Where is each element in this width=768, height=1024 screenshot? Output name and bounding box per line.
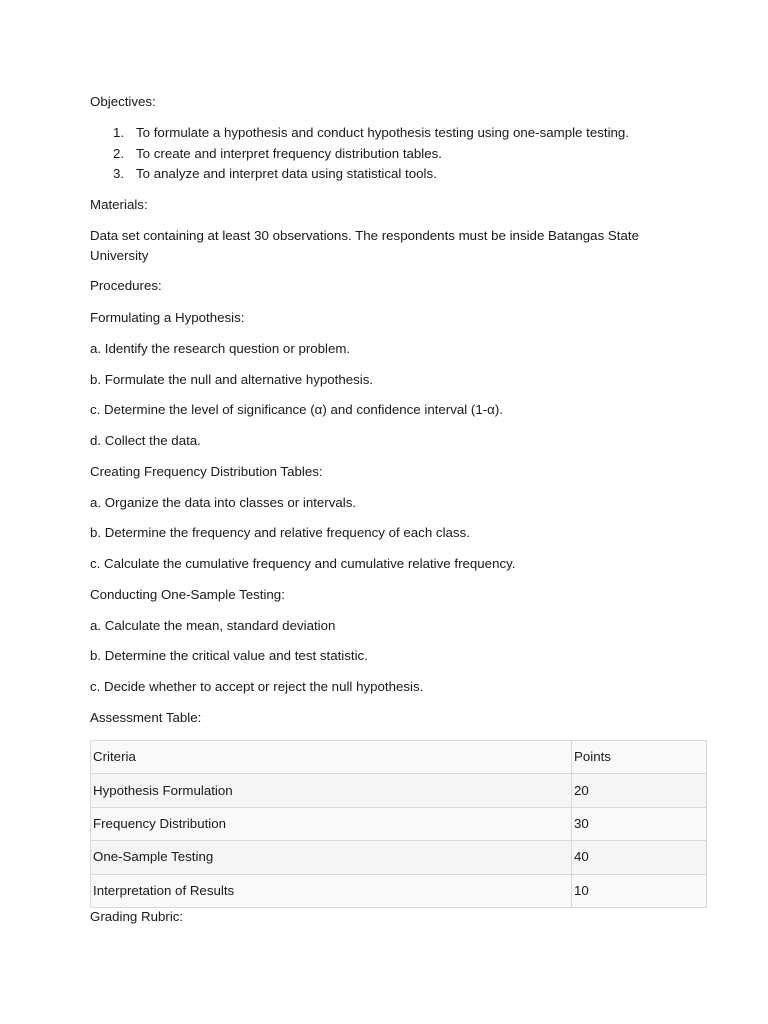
materials-heading: Materials: — [90, 197, 148, 212]
assessment-table — [90, 740, 707, 908]
hypothesis-step: d. Collect the data. — [90, 433, 201, 448]
hypothesis-step: b. Formulate the null and alternative hypothesis. — [90, 372, 374, 387]
table-row — [91, 774, 707, 807]
criteria-cell: Hypothesis Formulation — [91, 774, 572, 807]
list-number: 3. — [113, 166, 125, 181]
hypothesis-step: a. Identify the research question or problem. — [90, 341, 351, 356]
assessment-heading: Assessment Table: — [90, 710, 202, 725]
table-row — [91, 874, 707, 907]
points-cell: 10 — [572, 874, 707, 907]
hypothesis-heading: Formulating a Hypothesis: — [90, 310, 245, 325]
one-sample-heading: Conducting One-Sample Testing: — [90, 587, 285, 602]
list-number: 1. — [113, 125, 125, 140]
one-sample-step: a. Calculate the mean, standard deviation — [90, 618, 336, 633]
column-header-criteria: Criteria — [91, 741, 572, 774]
one-sample-step: b. Determine the critical value and test statistic. — [90, 648, 368, 663]
table-row — [91, 807, 707, 840]
frequency-step: c. Calculate the cumulative frequency and cumulative relative frequency. — [90, 556, 516, 571]
table-header-row — [91, 741, 707, 774]
frequency-heading: Creating Frequency Distribution Tables: — [90, 464, 323, 479]
frequency-step: b. Determine the frequency and relative frequency of each class. — [90, 525, 470, 540]
list-item — [90, 164, 629, 185]
materials-text: Data set containing at least 30 observations. The respondents must be inside Batangas State University — [90, 228, 639, 263]
procedures-heading: Procedures: — [90, 278, 162, 293]
list-item — [90, 144, 629, 165]
table-row — [91, 841, 707, 874]
list-text: To create and interpret frequency distribution tables. — [136, 145, 443, 161]
grading-heading: Grading Rubric: — [90, 909, 184, 924]
one-sample-step: c. Decide whether to accept or reject the null hypothesis. — [90, 679, 424, 694]
objectives-heading: Objectives: — [90, 94, 156, 109]
criteria-cell: One-Sample Testing — [91, 841, 572, 874]
points-cell: 20 — [572, 774, 707, 807]
criteria-cell: Interpretation of Results — [91, 874, 572, 907]
points-cell: 30 — [572, 807, 707, 840]
list-text: To analyze and interpret data using statistical tools. — [136, 166, 437, 181]
criteria-cell: Frequency Distribution — [91, 807, 572, 840]
column-header-points: Points — [572, 741, 707, 774]
list-item — [90, 123, 629, 144]
points-cell: 40 — [572, 841, 707, 874]
list-text: To formulate a hypothesis and conduct hypothesis testing using one-sample testing. — [136, 125, 630, 140]
hypothesis-step: c. Determine the level of significance (α) and confidence interval (1-α). — [90, 402, 503, 417]
frequency-step: a. Organize the data into classes or intervals. — [90, 495, 357, 510]
objectives-list — [90, 123, 629, 185]
list-number: 2. — [113, 145, 125, 161]
